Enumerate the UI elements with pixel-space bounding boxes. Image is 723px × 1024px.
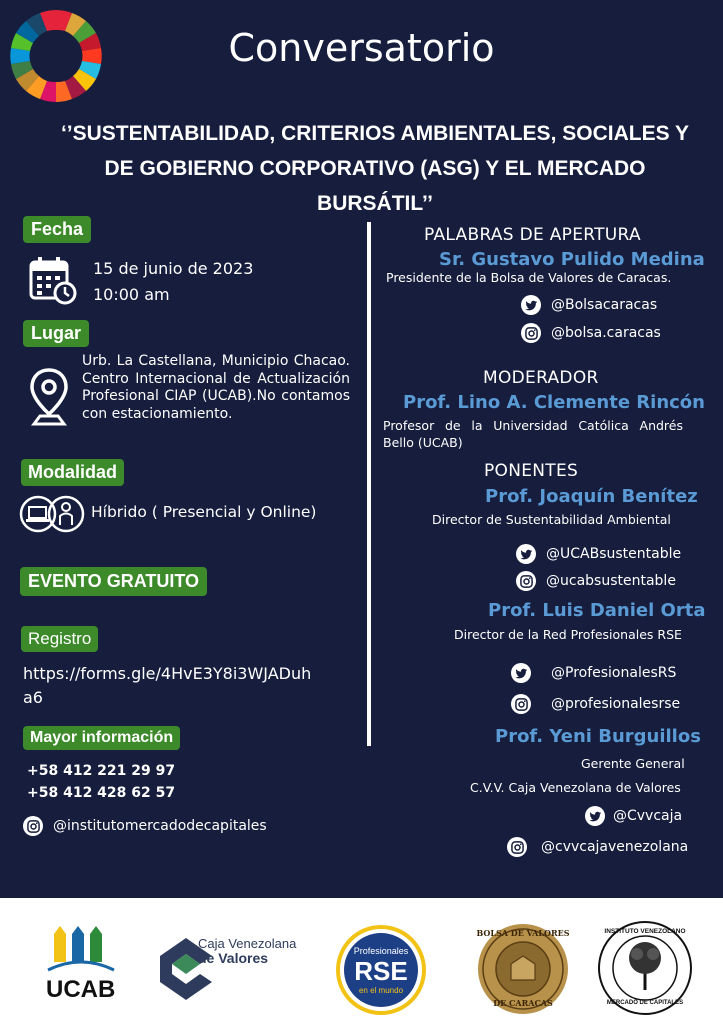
ucab-text: UCAB bbox=[46, 976, 116, 1003]
instituto-top-text: INSTITUTO VENEZOLANO bbox=[604, 928, 686, 935]
subtitle-line: DE GOBIERNO CORPORATIVO (ASG) Y EL MERCADO bbox=[104, 157, 646, 180]
instagram-icon bbox=[521, 323, 541, 343]
instagram-icon bbox=[23, 816, 43, 836]
event-time: 10:00 am bbox=[93, 285, 170, 304]
lugar-label: Lugar bbox=[23, 320, 89, 347]
phone-number-2[interactable]: +58 412 428 62 57 bbox=[27, 785, 176, 801]
location-pin-icon bbox=[28, 366, 70, 428]
ponente-1-role: Director de Sustentabilidad Ambiental bbox=[432, 512, 671, 527]
phone-number-1[interactable]: +58 412 221 29 97 bbox=[27, 763, 176, 779]
hybrid-icon bbox=[19, 494, 87, 534]
rse-main-text: RSE bbox=[354, 956, 408, 986]
rse-logo bbox=[335, 924, 427, 1016]
fecha-label: Fecha bbox=[23, 216, 91, 243]
ponente-3-instagram[interactable] bbox=[507, 837, 688, 857]
registration-link-continued[interactable]: a6 bbox=[23, 688, 43, 707]
rse-top-text: Profesionales bbox=[353, 946, 409, 956]
instagram-handle: @cvvcajavenezolana bbox=[541, 839, 689, 855]
twitter-icon bbox=[521, 295, 541, 315]
twitter-handle: @ProfesionalesRS bbox=[551, 665, 677, 681]
ponente-3-role-company: C.V.V. Caja Venezolana de Valores bbox=[470, 780, 681, 795]
twitter-icon bbox=[511, 663, 531, 683]
modalidad-label: Modalidad bbox=[21, 459, 124, 486]
twitter-handle: @Cvvcaja bbox=[613, 808, 683, 824]
ponente-3-role-title: Gerente General bbox=[581, 756, 685, 771]
bolsa-caracas-logo bbox=[476, 922, 570, 1016]
twitter-icon bbox=[516, 544, 536, 564]
event-title: Conversatorio bbox=[228, 26, 495, 70]
twitter-handle: @UCABsustentable bbox=[546, 546, 682, 562]
registro-label: Registro bbox=[21, 626, 98, 652]
apertura-speaker-name: Sr. Gustavo Pulido Medina bbox=[439, 249, 705, 270]
moderador-role: Profesor de la Universidad Católica Andrés Bello (UCAB) bbox=[383, 418, 683, 450]
venue-address: Urb. La Castellana, Municipio Chacao. Centro Internacional de Actualización Profesional CIAP (UCAB).No contamos con estacionamiento. bbox=[82, 353, 350, 422]
instagram-icon bbox=[511, 694, 531, 714]
info-label: Mayor información bbox=[23, 726, 180, 750]
ponentes-heading: PONENTES bbox=[484, 461, 579, 481]
ponente-1-instagram[interactable] bbox=[516, 571, 676, 591]
ponente-2-twitter[interactable] bbox=[511, 663, 676, 683]
instagram-icon bbox=[507, 837, 527, 857]
subtitle-line: BURSÁTIL’’ bbox=[317, 192, 433, 215]
rse-bottom-text: en el mundo bbox=[358, 986, 404, 995]
bolsa-top-text: BOLSA DE VALORES bbox=[476, 928, 570, 938]
instagram-handle: @profesionalesrse bbox=[551, 696, 681, 712]
instagram-handle: @institutomercadodecapitales bbox=[53, 818, 267, 834]
event-subtitle bbox=[30, 116, 720, 221]
moderador-heading: MODERADOR bbox=[483, 368, 599, 388]
column-divider bbox=[367, 222, 371, 746]
ponente-2-role: Director de la Red Profesionales RSE bbox=[454, 627, 682, 642]
instituto-mercado-logo bbox=[597, 920, 693, 1016]
registration-link[interactable]: https://forms.gle/4HvE3Y8i3WJADuh bbox=[23, 664, 312, 683]
ucab-emblem-icon bbox=[40, 924, 122, 980]
ucab-logo bbox=[40, 924, 122, 1004]
ponente-2-instagram[interactable] bbox=[511, 694, 680, 714]
apertura-heading: PALABRAS DE APERTURA bbox=[424, 225, 641, 245]
ponente-3-name: Prof. Yeni Burguillos bbox=[495, 726, 701, 747]
modality-text: Híbrido ( Presencial y Online) bbox=[91, 503, 317, 521]
subtitle-line: ‘’SUSTENTABILIDAD, CRITERIOS AMBIENTALES, SOCIALES Y bbox=[60, 122, 690, 145]
apertura-speaker-role: Presidente de la Bolsa de Valores de Caracas. bbox=[386, 270, 672, 285]
instagram-handle: @ucabsustentable bbox=[546, 573, 676, 589]
apertura-twitter[interactable] bbox=[521, 295, 657, 315]
moderador-name: Prof. Lino A. Clemente Rincón bbox=[403, 392, 705, 413]
event-date: 15 de junio de 2023 bbox=[93, 259, 254, 278]
twitter-icon bbox=[585, 806, 605, 826]
ponente-1-name: Prof. Joaquín Benítez bbox=[485, 486, 698, 507]
institute-instagram[interactable] bbox=[23, 816, 267, 836]
bolsa-bottom-text: DE CARACAS bbox=[493, 998, 553, 1008]
apertura-instagram[interactable] bbox=[521, 323, 661, 343]
instagram-handle: @bolsa.caracas bbox=[551, 325, 661, 341]
caja-name-line-2: de Valores bbox=[198, 950, 269, 966]
calendar-clock-icon bbox=[28, 256, 78, 306]
free-event-badge: EVENTO GRATUITO bbox=[20, 567, 207, 596]
caja-venezolana-logo bbox=[156, 934, 316, 1004]
instagram-icon bbox=[516, 571, 536, 591]
ponente-2-name: Prof. Luis Daniel Orta bbox=[488, 600, 706, 621]
twitter-handle: @Bolsacaracas bbox=[551, 297, 658, 313]
caja-name-line-1: Caja Venezolana bbox=[198, 936, 297, 951]
instituto-bottom-text: MERCADO DE CAPITALES bbox=[606, 1000, 684, 1006]
ponente-3-twitter[interactable] bbox=[585, 806, 682, 826]
ponente-1-twitter[interactable] bbox=[516, 544, 681, 564]
